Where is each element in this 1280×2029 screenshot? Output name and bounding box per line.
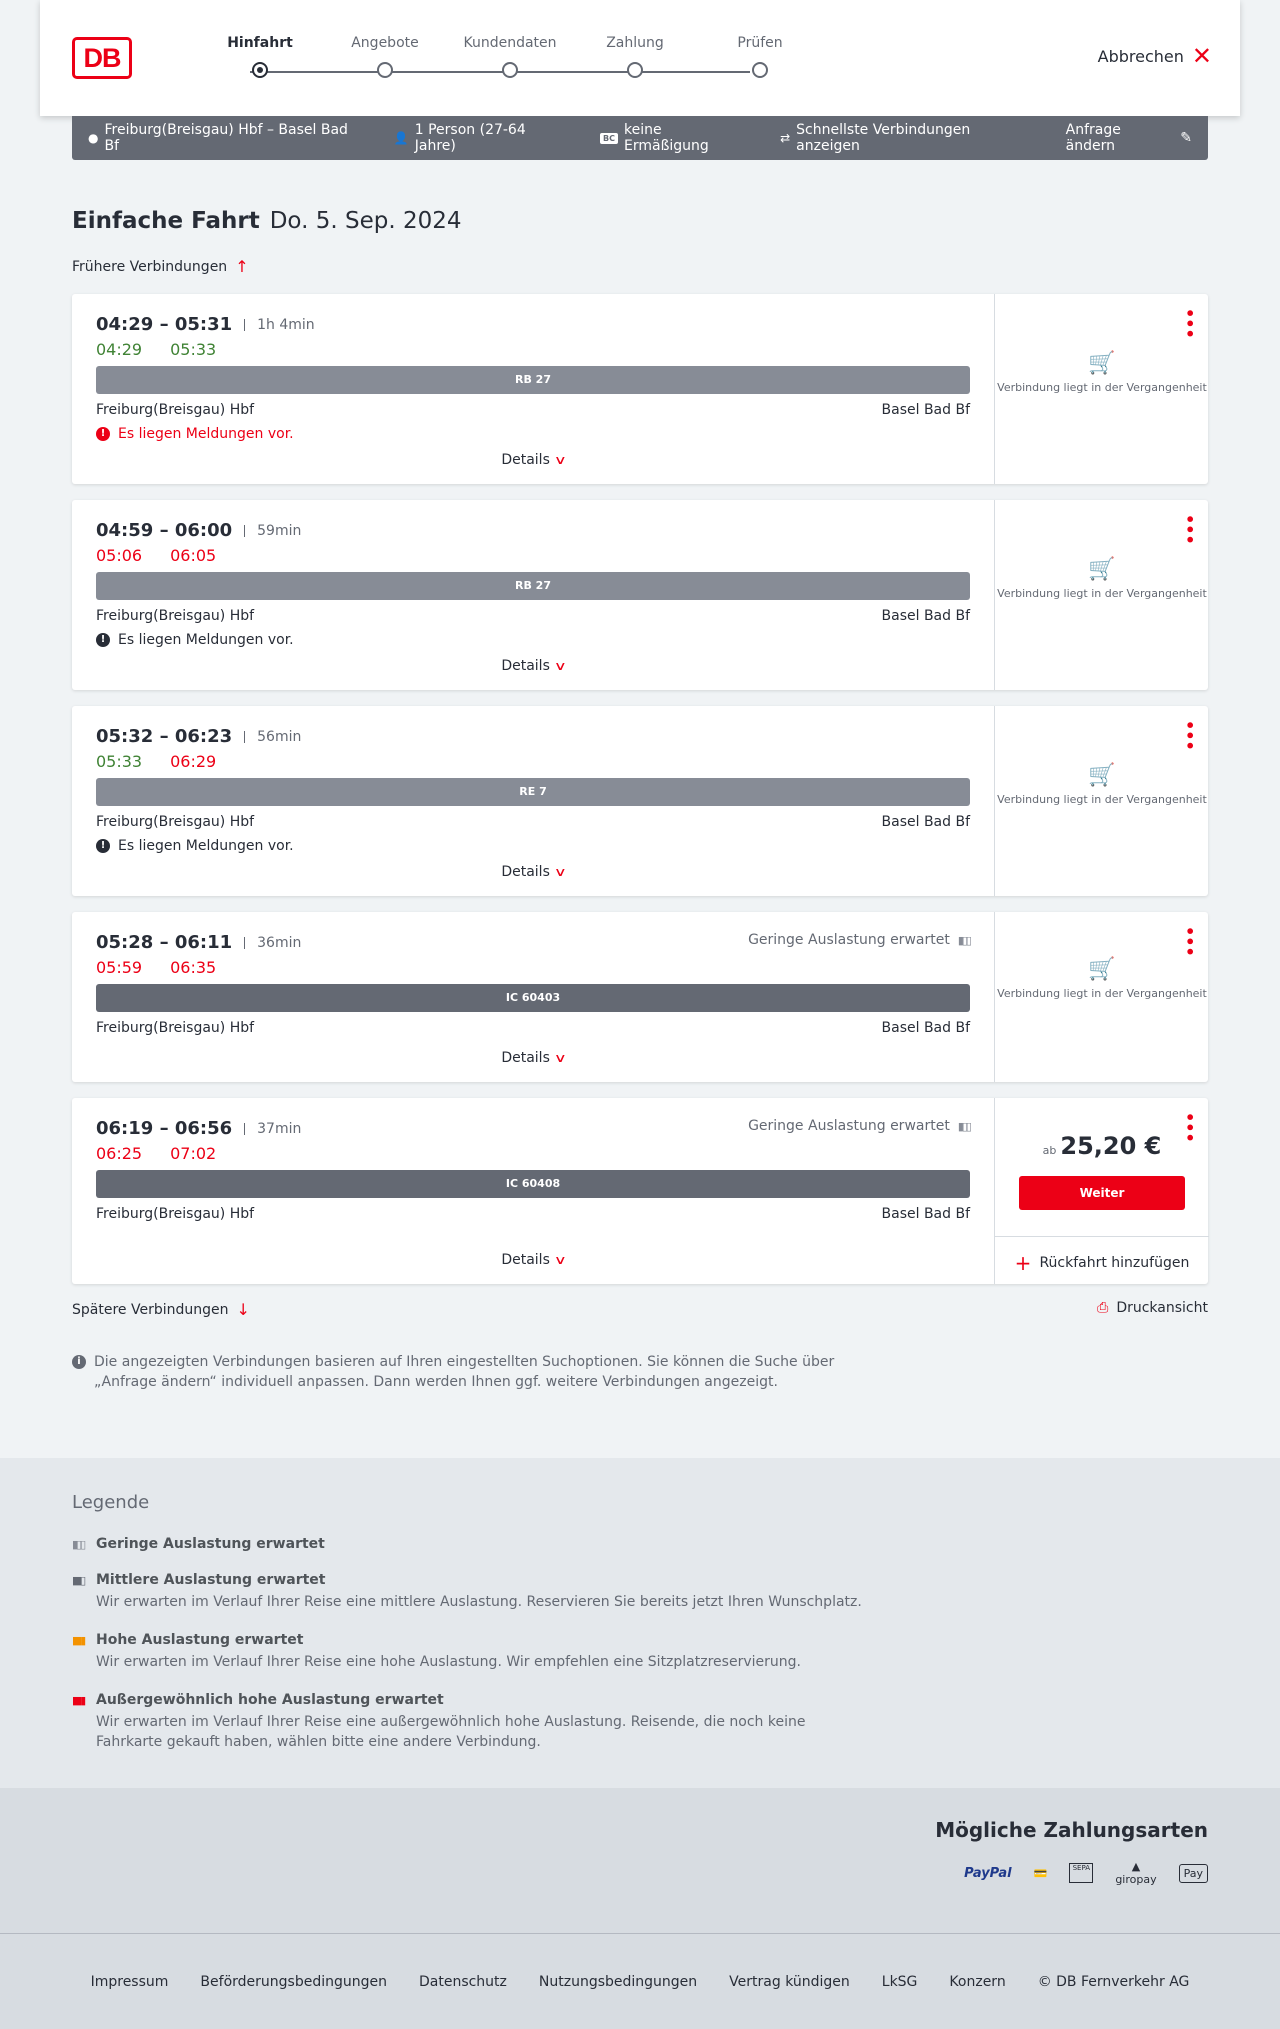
realtime-arrival: 07:02 [170, 1144, 217, 1163]
duration: 36min [244, 937, 301, 949]
price [995, 1132, 1209, 1160]
legend-section [0, 1458, 1280, 1788]
past-notice [995, 351, 1209, 396]
arrow-up-icon: ↑ [235, 257, 249, 276]
past-text: Verbindung liegt in der Vergangenheit [997, 793, 1207, 806]
duration: 59min [244, 525, 301, 537]
pencil-icon: ✎ [1180, 130, 1193, 146]
step-label: Prüfen [737, 35, 783, 51]
chevron-down-icon: ∨ [553, 1253, 567, 1267]
realtime-times [96, 340, 244, 359]
step-pruefen [710, 34, 810, 56]
discount-text: keine Ermäßigung [624, 122, 709, 154]
plus-icon: + [1014, 1250, 1032, 1275]
footer-link-vertrag-kuendigen[interactable]: Vertrag kündigen [729, 1973, 850, 1990]
close-icon: ✕ [1191, 42, 1212, 70]
realtime-arrival: 05:33 [170, 340, 217, 359]
message-text: Es liegen Meldungen vor. [118, 426, 294, 442]
bahncard-icon: BC [600, 133, 618, 144]
cancel-label: Abbrechen [1097, 46, 1184, 66]
occupancy-exceptional-icon: ▮▮▮ [72, 1693, 85, 1707]
option-summary [780, 122, 1034, 154]
step-hinfahrt [210, 34, 310, 56]
occupancy-medium-icon: ▮▮▯ [72, 1573, 85, 1587]
alert-icon: ! [96, 633, 110, 647]
details-toggle[interactable] [72, 1050, 994, 1066]
arrival-station: Basel Bad Bf [881, 402, 970, 418]
connection-card[interactable] [72, 500, 1208, 690]
print-view-link[interactable] [1097, 1300, 1208, 1316]
departure-station: Freiburg(Breisgau) Hbf [96, 402, 255, 418]
connection-main [72, 1098, 994, 1284]
more-options-icon[interactable]: ••• [1180, 1112, 1199, 1143]
realtime-departure: 06:25 [96, 1144, 143, 1163]
past-text: Verbindung liegt in der Vergangenheit [997, 381, 1207, 394]
past-text: Verbindung liegt in der Vergangenheit [997, 987, 1207, 1000]
footer-link-impressum[interactable]: Impressum [90, 1973, 169, 1990]
footer-link-befoerderungsbedingungen[interactable]: Beförderungsbedingungen [200, 1973, 387, 1990]
departure-station: Freiburg(Breisgau) Hbf [96, 608, 255, 624]
realtime-departure: 05:59 [96, 958, 143, 977]
realtime-departure: 05:06 [96, 546, 143, 565]
times-text: 04:29 – 05:31 [96, 314, 233, 335]
occupancy-text: Geringe Auslastung erwartet [748, 932, 950, 948]
connection-main [72, 706, 994, 896]
planned-times [96, 314, 315, 335]
footer-link-lksg[interactable]: LkSG [881, 1973, 918, 1990]
times-text: 05:32 – 06:23 [96, 726, 233, 747]
details-toggle[interactable] [72, 1252, 994, 1268]
printer-icon: ⎙ [1097, 1300, 1109, 1316]
realtime-departure: 05:33 [96, 752, 143, 771]
connection-main [72, 912, 994, 1082]
footer-link-nutzungsbedingungen[interactable]: Nutzungsbedingungen [538, 1973, 698, 1990]
occupancy-text: Geringe Auslastung erwartet [748, 1118, 950, 1134]
add-return-button[interactable] [995, 1236, 1209, 1288]
step-zahlung [585, 34, 685, 56]
stations [96, 814, 970, 830]
print-label: Druckansicht [1116, 1300, 1208, 1316]
departure-station: Freiburg(Breisgau) Hbf [96, 1020, 255, 1036]
step-label: Hinfahrt [227, 35, 293, 51]
realtime-departure: 04:29 [96, 340, 143, 359]
cart-unavailable-icon: 🛒 [1088, 557, 1116, 582]
discount-summary [600, 122, 748, 154]
legend-item [72, 1572, 872, 1612]
progress-line [250, 71, 750, 73]
change-request-label: Anfrage ändern [1065, 122, 1121, 154]
past-notice [995, 557, 1209, 602]
step-dot [502, 62, 518, 78]
legend-item-title: Mittlere Auslastung erwartet [96, 1572, 326, 1588]
duration: 1h 4min [244, 319, 315, 331]
page-title [72, 208, 461, 234]
realtime-arrival: 06:05 [170, 546, 217, 565]
step-label: Angebote [351, 35, 419, 51]
occupancy-high-icon: ▮▮▮ [72, 1633, 85, 1647]
past-notice [995, 957, 1209, 1002]
payment-methods-section [0, 1788, 1280, 1933]
earlier-label: Frühere Verbindungen [72, 258, 228, 275]
departure-station: Freiburg(Breisgau) Hbf [96, 814, 255, 830]
offer-side [994, 912, 1208, 1082]
cart-unavailable-icon: 🛒 [1088, 763, 1116, 788]
price-value: 25,20 € [1060, 1132, 1162, 1160]
legend-item-desc: Wir erwarten im Verlauf Ihrer Reise eine mittlere Auslastung. Reservieren Sie bereits jetzt Ihren Wunschplatz. [96, 1594, 862, 1610]
past-text: Verbindung liegt in der Vergangenheit [997, 587, 1207, 600]
chevron-down-icon: ∨ [553, 1051, 567, 1065]
trip-type: Einfache Fahrt [72, 208, 260, 234]
legend-item [72, 1632, 872, 1672]
cancel-button[interactable] [1097, 42, 1212, 70]
connection-card[interactable] [72, 294, 1208, 484]
duration: 56min [244, 731, 301, 743]
arrival-station: Basel Bad Bf [881, 1206, 970, 1222]
step-dot-active [252, 62, 268, 78]
legend-heading [72, 1632, 872, 1648]
chevron-down-icon: ∨ [553, 865, 567, 879]
more-options-icon[interactable]: ••• [1180, 308, 1199, 339]
occupancy-indicator [748, 1118, 970, 1134]
note-text: Die angezeigten Verbindungen basieren auf Ihren eingestellten Suchoptionen. Sie können die Suche über „Anfrage ändern“ individuell anpassen. Dann werden Ihnen ggf. weitere Verbindungen angezeigt. [94, 1354, 835, 1390]
booking-header [40, 0, 1240, 116]
step-dot [377, 62, 393, 78]
alert-icon: ! [96, 839, 110, 853]
search-info-note [72, 1352, 852, 1392]
swap-arrows-icon: ⇄ [780, 131, 791, 145]
footer-link-datenschutz[interactable]: Datenschutz [418, 1973, 507, 1990]
chevron-down-icon: ∨ [553, 453, 567, 467]
more-options-icon[interactable]: ••• [1180, 514, 1199, 545]
realtime-times [96, 546, 244, 565]
realtime-arrival: 06:29 [170, 752, 217, 771]
stations [96, 1206, 970, 1222]
occupancy-indicator [748, 932, 970, 948]
stations [96, 402, 970, 418]
times-text: 05:28 – 06:11 [96, 932, 233, 953]
db-logo[interactable]: DB [72, 37, 132, 79]
realtime-arrival: 06:35 [170, 958, 217, 977]
details-label: Details [501, 864, 550, 880]
details-label: Details [501, 1252, 550, 1268]
planned-times [96, 932, 301, 953]
connection-main [72, 500, 994, 690]
legend-heading [72, 1692, 872, 1708]
offer-side [994, 706, 1208, 896]
offer-side [994, 500, 1208, 690]
train-bar: IC 60403 [96, 984, 970, 1012]
connection-card[interactable] [72, 912, 1208, 1082]
connection-card[interactable] [72, 706, 1208, 896]
later-connections-link[interactable] [72, 1300, 250, 1319]
details-label: Details [501, 1050, 550, 1066]
step-kundendaten [460, 34, 560, 56]
arrival-station: Basel Bad Bf [881, 608, 970, 624]
cart-unavailable-icon: 🛒 [1088, 957, 1116, 982]
price-prefix: ab [1042, 1144, 1057, 1157]
occupancy-low-icon: ▮▯▯ [957, 1119, 970, 1133]
sepa-icon: SEPA [1069, 1863, 1093, 1883]
legend-item [72, 1692, 872, 1752]
step-label: Zahlung [606, 35, 664, 51]
message-text: Es liegen Meldungen vor. [118, 632, 294, 648]
person-icon: 👤 [393, 131, 409, 145]
arrival-station: Basel Bad Bf [881, 814, 970, 830]
planned-times [96, 726, 301, 747]
legend-item-title: Geringe Auslastung erwartet [96, 1536, 325, 1552]
planned-times [96, 520, 301, 541]
step-dot [752, 62, 768, 78]
details-label: Details [501, 452, 550, 468]
chevron-down-icon: ∨ [553, 659, 567, 673]
legend-item [72, 1536, 872, 1552]
occupancy-low-icon: ▮▯▯ [72, 1537, 85, 1551]
info-icon: i [72, 1355, 86, 1369]
paypal-icon: PayPal [964, 1865, 1012, 1881]
details-toggle[interactable] [72, 864, 994, 880]
message-notice [96, 632, 294, 648]
message-notice [96, 426, 294, 442]
apple-pay-icon: Pay [1179, 1864, 1208, 1883]
persons-summary [394, 122, 568, 154]
connection-main [72, 294, 994, 484]
arrow-down-icon: ↓ [236, 1300, 250, 1319]
route-text: Freiburg(Breisgau) Hbf – Basel Bad Bf [104, 122, 348, 154]
trip-date: Do. 5. Sep. 2024 [269, 208, 462, 234]
connection-card[interactable] [72, 1098, 1208, 1284]
stations [96, 608, 970, 624]
location-pin-icon: ● [88, 131, 99, 145]
continue-button[interactable]: Weiter [1019, 1176, 1185, 1210]
departure-station: Freiburg(Breisgau) Hbf [96, 1206, 255, 1222]
step-label: Kundendaten [463, 35, 557, 51]
past-notice [995, 763, 1209, 808]
train-bar: RE 7 [96, 778, 970, 806]
payment-icons [964, 1860, 1208, 1886]
details-toggle[interactable] [72, 452, 994, 468]
message-text: Es liegen Meldungen vor. [118, 838, 294, 854]
persons-text: 1 Person (27-64 Jahre) [414, 122, 526, 154]
times-text: 04:59 – 06:00 [96, 520, 233, 541]
cart-unavailable-icon: 🛒 [1088, 351, 1116, 376]
route-summary [88, 122, 362, 154]
arrival-station: Basel Bad Bf [881, 1020, 970, 1036]
giropay-icon: ▲ giropay [1115, 1860, 1157, 1886]
option-text: Schnellste Verbindungen anzeigen [796, 122, 971, 154]
legend-item-desc: Wir erwarten im Verlauf Ihrer Reise eine hohe Auslastung. Wir empfehlen eine Sitzplatzreservierung. [96, 1654, 801, 1670]
step-dot [627, 62, 643, 78]
later-label: Spätere Verbindungen [72, 1301, 229, 1318]
add-return-label: Rückfahrt hinzufügen [1039, 1254, 1190, 1271]
occupancy-low-icon: ▮▯▯ [957, 933, 970, 947]
earlier-connections-link[interactable] [72, 257, 249, 276]
legend-heading [72, 1572, 872, 1588]
realtime-times [96, 752, 244, 771]
step-angebote [335, 34, 435, 56]
legend-title: Legende [72, 1492, 150, 1513]
legend-heading [72, 1536, 872, 1552]
credit-card-icon: 💳 [1033, 1866, 1048, 1880]
footer [0, 1933, 1280, 2029]
details-toggle[interactable] [72, 658, 994, 674]
duration: 37min [244, 1123, 301, 1135]
times-text: 06:19 – 06:56 [96, 1118, 233, 1139]
realtime-times [96, 1144, 244, 1163]
more-options-icon[interactable]: ••• [1180, 720, 1199, 751]
payment-title: Mögliche Zahlungsarten [935, 1818, 1208, 1842]
train-bar: IC 60408 [96, 1170, 970, 1198]
offer-side [994, 294, 1208, 484]
stations [96, 1020, 970, 1036]
legend-item-desc: Wir erwarten im Verlauf Ihrer Reise eine außergewöhnlich hohe Auslastung. Reisende, die noch keine Fahrkarte gekauft haben, wählen bitte eine andere Verbindung. [96, 1714, 806, 1750]
search-summary-bar [72, 116, 1208, 160]
change-request-button[interactable] [1066, 122, 1192, 154]
planned-times [96, 1118, 301, 1139]
giropay-label: giropay [1115, 1873, 1157, 1886]
train-bar: RB 27 [96, 366, 970, 394]
message-notice [96, 838, 294, 854]
train-bar: RB 27 [96, 572, 970, 600]
progress-steps [210, 34, 810, 84]
details-label: Details [501, 658, 550, 674]
legend-item-title: Außergewöhnlich hohe Auslastung erwartet [96, 1692, 444, 1708]
realtime-times [96, 958, 244, 977]
legend-item-title: Hohe Auslastung erwartet [96, 1632, 304, 1648]
more-options-icon[interactable]: ••• [1180, 926, 1199, 957]
alert-icon: ! [96, 427, 110, 441]
footer-link-konzern[interactable]: Konzern [949, 1973, 1006, 1990]
offer-side [994, 1098, 1208, 1284]
footer-copyright: © DB Fernverkehr AG [1037, 1973, 1190, 1990]
